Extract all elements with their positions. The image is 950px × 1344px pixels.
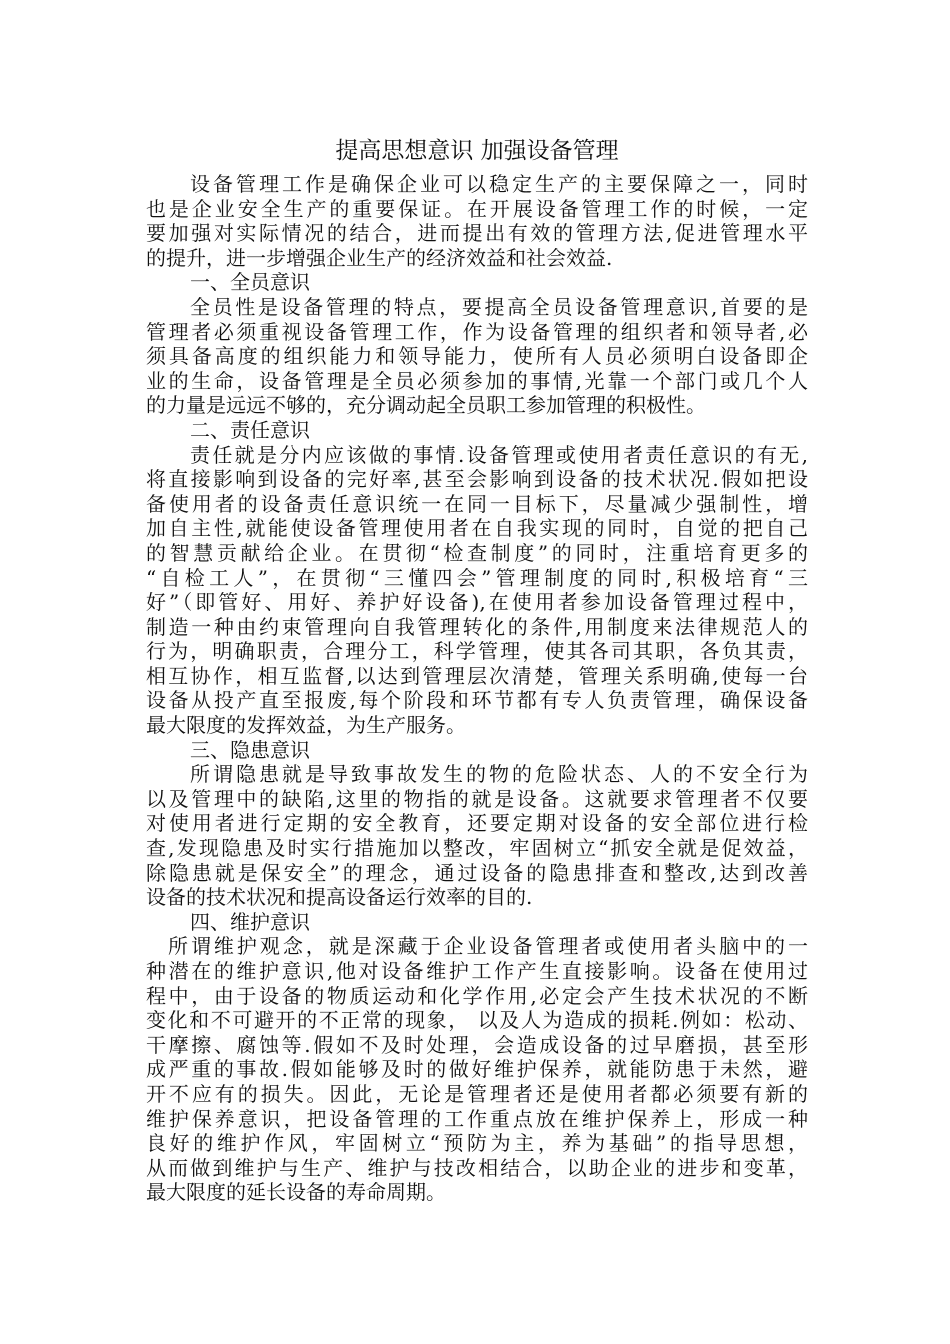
paragraph-line: 的智慧贡献给企业。在贯彻“检查制度”的同时，注重培育更多的 — [146, 540, 808, 565]
section-4 — [146, 910, 808, 1205]
paragraph-line: 种潜在的维护意识,他对设备维护工作产生直接影响。设备在使用过 — [146, 959, 808, 983]
paragraph-line: 良好的维护作风，牢固树立“预防为主，养为基础”的指导思想， — [146, 1131, 808, 1156]
document-body — [146, 172, 808, 1205]
paragraph-line: 从而做到维护与生产、维护与技改相结合，以助企业的进步和变革， — [146, 1155, 808, 1180]
paragraph-line: 以及管理中的缺陷,这里的物指的就是设备。这就要求管理者不仅要 — [146, 786, 808, 811]
paragraph-line: 除隐患就是保安全”的理念，通过设备的隐患排查和整改,达到改善 — [146, 860, 808, 885]
paragraph-line: 相互协作，相互监督,以达到管理层次清楚，管理关系明确,使每一台 — [146, 663, 808, 688]
section-3 — [146, 738, 808, 910]
paragraph-line: 备使用者的设备责任意识统一在同一目标下，尽量减少强制性，增 — [146, 491, 808, 516]
paragraph-line: 加自主性,就能使设备管理使用者在自我实现的同时，自觉的把自己 — [146, 516, 808, 541]
paragraph-line: 须具备高度的组织能力和领导能力，使所有人员必须明白设备即企 — [146, 344, 808, 369]
paragraph-line: 要加强对实际情况的结合，进而提出有效的管理方法,促进管理水平 — [146, 221, 808, 246]
intro-paragraph — [146, 172, 808, 270]
paragraph-line: 责任就是分内应该做的事情.设备管理或使用者责任意识的有无, — [190, 442, 808, 467]
paragraph-line: 也是企业安全生产的重要保证。在开展设备管理工作的时候，一定 — [146, 196, 808, 221]
paragraph-line: 干摩擦、腐蚀等.假如不及时处理，会造成设备的过早磨损，甚至形 — [146, 1032, 808, 1057]
section-heading: 一、全员意识 — [190, 270, 310, 295]
paragraph-line: 所谓隐患就是导致事故发生的物的危险状态、人的不安全行为 — [190, 762, 808, 787]
paragraph-line: 全员性是设备管理的特点，要提高全员设备管理意识,首要的是 — [190, 294, 808, 319]
document-page — [146, 136, 808, 1205]
paragraph-line: 最大限度的延长设备的寿命周期。 — [146, 1180, 446, 1205]
paragraph-line: 好”（即管好、用好、养护好设备),在使用者参加设备管理过程中， — [146, 590, 808, 615]
section-heading: 四、维护意识 — [190, 909, 310, 934]
section-heading: 二、责任意识 — [190, 417, 310, 442]
paragraph-line: 的提升，进一步增强企业生产的经济效益和社会效益. — [146, 245, 613, 270]
paragraph-line: 将直接影响到设备的完好率,甚至会影响到设备的技术状况.假如把设 — [146, 467, 808, 492]
section-heading: 三、隐患意识 — [190, 737, 310, 762]
paragraph-line: 管理者必须重视设备管理工作，作为设备管理的组织者和领导者,必 — [146, 319, 808, 344]
paragraph-line: 程中，由于设备的物质运动和化学作用,必定会产生技术状况的不断 — [146, 983, 808, 1008]
paragraph-line: 变化和不可避开的不正常的现象， 以及人为造成的损耗.例如：松动、 — [146, 1008, 808, 1033]
section-2 — [146, 418, 808, 738]
paragraph-line: 行为，明确职责，合理分工，科学管理，使其各司其职，各负其责， — [146, 639, 808, 664]
paragraph-line: 最大限度的发挥效益，为生产服务。 — [146, 713, 466, 738]
paragraph-line: 设备管理工作是确保企业可以稳定生产的主要保障之一，同时 — [190, 172, 808, 196]
paragraph-line: 设备的技术状况和提高设备运行效率的目的. — [146, 885, 533, 910]
paragraph-line: 查,发现隐患及时实行措施加以整改，牢固树立“抓安全就是促效益， — [146, 836, 808, 861]
paragraph-line: 所谓维护观念，就是深藏于企业设备管理者或使用者头脑中的一 — [168, 934, 808, 959]
paragraph-line: 的力量是远远不够的，充分调动起全员职工参加管理的积极性。 — [146, 393, 706, 418]
paragraph-line: 成严重的事故.假如能够及时的做好维护保养，就能防患于未然，避 — [146, 1057, 808, 1082]
paragraph-line: 开不应有的损失。因此，无论是管理者还是使用者都必须要有新的 — [146, 1081, 808, 1106]
paragraph-line: 业的生命，设备管理是全员必须参加的事情,光靠一个部门或几个人 — [146, 368, 808, 393]
document-title: 提高思想意识 加强设备管理 — [335, 138, 619, 164]
paragraph-line: 制造一种由约束管理向自我管理转化的条件,用制度来法律规范人的 — [146, 614, 808, 639]
paragraph-line: 对使用者进行定期的安全教育，还要定期对设备的安全部位进行检 — [146, 811, 808, 836]
section-1 — [146, 270, 808, 418]
paragraph-line: 设备从投产直至报废,每个阶段和环节都有专人负责管理，确保设备 — [146, 688, 808, 713]
paragraph-line: “自检工人”，在贯彻“三懂四会”管理制度的同时,积极培育“三 — [146, 565, 808, 590]
paragraph-line: 维护保养意识，把设备管理的工作重点放在维护保养上，形成一种 — [146, 1106, 808, 1131]
